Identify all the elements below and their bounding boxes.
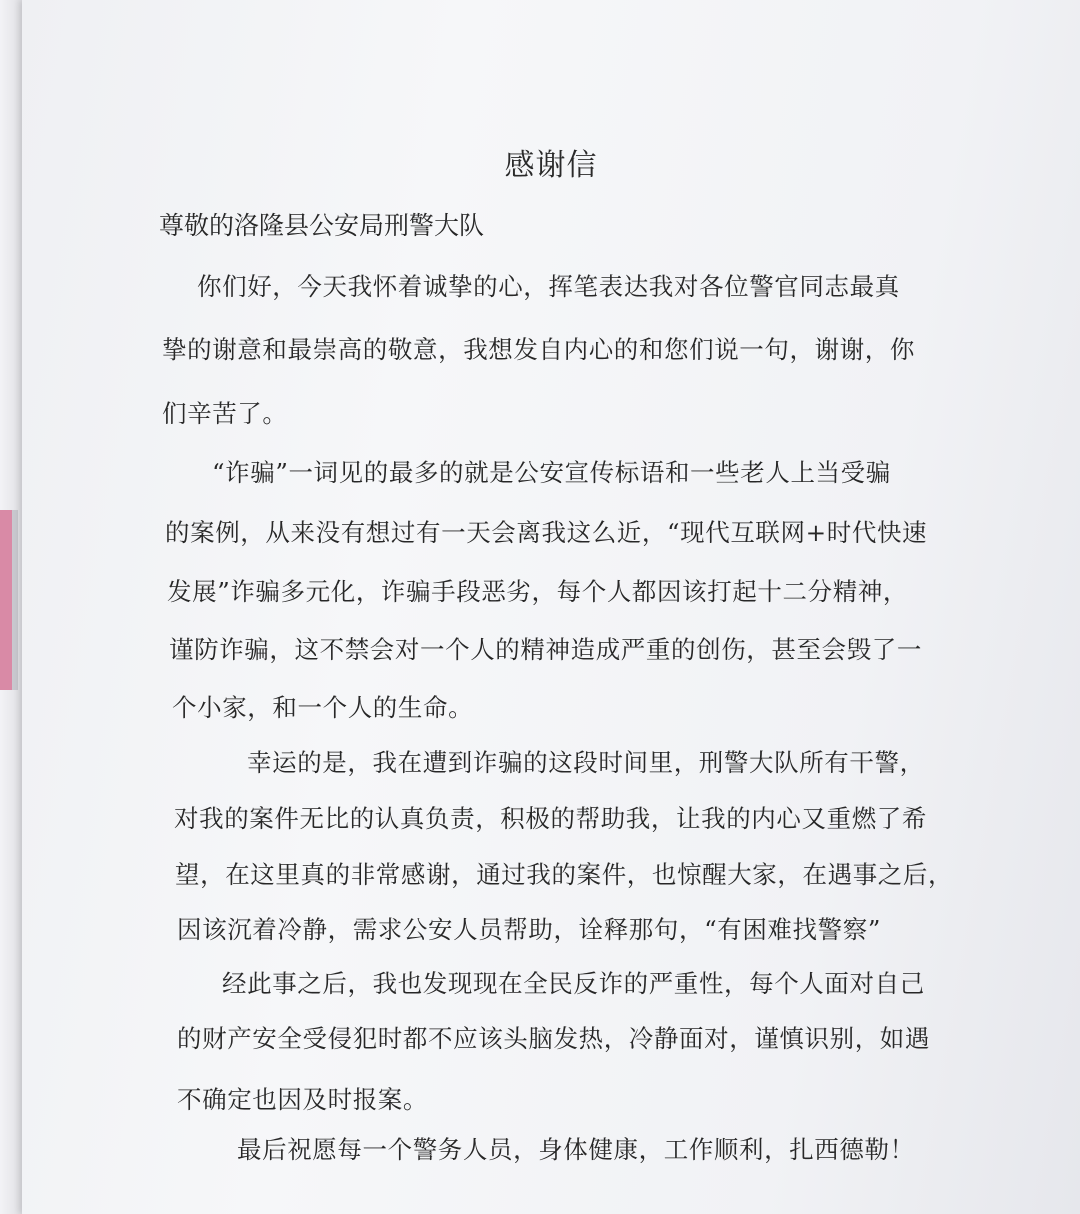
binder-tab [0,510,12,690]
letter-line: 的案例，从来没有想过有一天会离我这么近，“现代互联网+时代快速 [165,518,928,547]
letter-line: 的财产安全受侵犯时都不应该头脑发热，冷静面对，谨慎识别，如遇 [177,1024,930,1053]
letter-line: 幸运的是，我在遭到诈骗的这段时间里，刑警大队所有干警， [247,748,925,777]
letter-body [22,0,1080,1214]
letter-line: 望，在这里真的非常感谢，通过我的案件，也惊醒大家，在遇事之后， [175,860,954,889]
letter-greeting: 尊敬的洛隆县公安局刑警大队 [159,211,485,240]
letter-line: 挚的谢意和最崇高的敬意，我想发自内心的和您们说一句，谢谢，你 [162,335,915,364]
letter-line: 发展”诈骗多元化，诈骗手段恶劣，每个人都因该打起十二分精神， [167,577,909,606]
letter-line: 最后祝愿每一个警务人员，身体健康，工作顺利，扎西德勒！ [237,1135,915,1164]
letter-line: 个小家，和一个人的生命。 [172,693,474,722]
letter-page [22,0,1080,1214]
letter-line: 对我的案件无比的认真负责，积极的帮助我，让我的内心又重燃了希 [174,804,927,833]
letter-line: 经此事之后，我也发现现在全民反诈的严重性，每个人面对自己 [222,969,925,998]
letter-title: 感谢信 [504,148,598,183]
letter-line: 因该沉着冷静，需求公安人员帮助，诠释那句，“有困难找警察” [177,915,881,944]
letter-line: 谨防诈骗，这不禁会对一个人的精神造成严重的创伤，甚至会毁了一 [169,635,922,664]
letter-line: 们辛苦了。 [162,399,288,428]
letter-line: “诈骗”一词见的最多的就是公安宣传标语和一些老人上当受骗 [212,458,891,487]
letter-line: 你们好，今天我怀着诚挚的心，挥笔表达我对各位警官同志最真 [197,272,900,301]
letter-line: 不确定也因及时报案。 [177,1085,428,1114]
